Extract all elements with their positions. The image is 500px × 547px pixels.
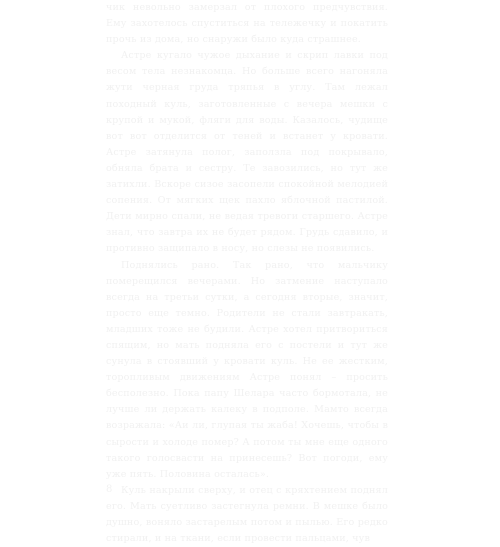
page-number: 8 — [106, 484, 113, 495]
paragraph: Поднялись рано. Так рано, что мальчику померещился вечерами. Но затмение наступало всегда на третьи сутки, а сегодня вторые, значит, просто еще темно. Родители не стали завтракать, младших тоже не будили. Астре хотел притвориться спящим, но мать подняла его с постели и тут же сунула в стоявший у кровати куль. Не ее жестким, торопливым движениям Астре понял – просить бесполезно. Пока папу Шелара часто бормотала, не лучше ли держать калеку в подполе. Мамто всегда возражала: «Аи ли, глупая ты жаба! Хочешь, чтобы в сырости и холоде помер? А потом ты мне еще одного такого голосвасти на принесешь? Вот погоди, ему уже пять. Половина осталась». — [106, 259, 388, 480]
paragraph: Астре кугало чужое дыхание и скрип лавки под весом тела незнакомца. Но больше всего нагоняла жути черная груда тряпья в углу. Там лежал походный куль, заготовленные с вечера мешки с крупой и мукой, фляги для воды. Казалось, чудище вот вот отделится от теней и встанет у кровати. Астре затянула полог, заползла под покрывало, обняла брата и сестру. Те завозились, но тут же затихли. Вскоре сизое засопели спокойной мелодией сопения. От мягких щек пахло яблочной пастилой. Дети мирно спали, не ведая тревоги старшего. Астре знал, что завтра их не будет рядом. Грудь сдавило, и противно защипало в носу, но слезы не появились. — [106, 50, 388, 255]
text-body — [106, 0, 388, 547]
book-page — [106, 0, 388, 545]
paragraph: Куль накрыли сверху, и отец с кряхтением поднял его. Мать суетливо застегнула ремни. В мешке было душно, воняло застарелым потом и пылью. Его редко стирали, и на ткани, если провести пальцами, чув — [106, 484, 388, 545]
paragraph: чик невольно замерзал от плохого предчувствия. Ему захотелось спуститься на тележечку и покатить прочь из дома, но снаружи было куда страшнее. — [106, 2, 388, 46]
